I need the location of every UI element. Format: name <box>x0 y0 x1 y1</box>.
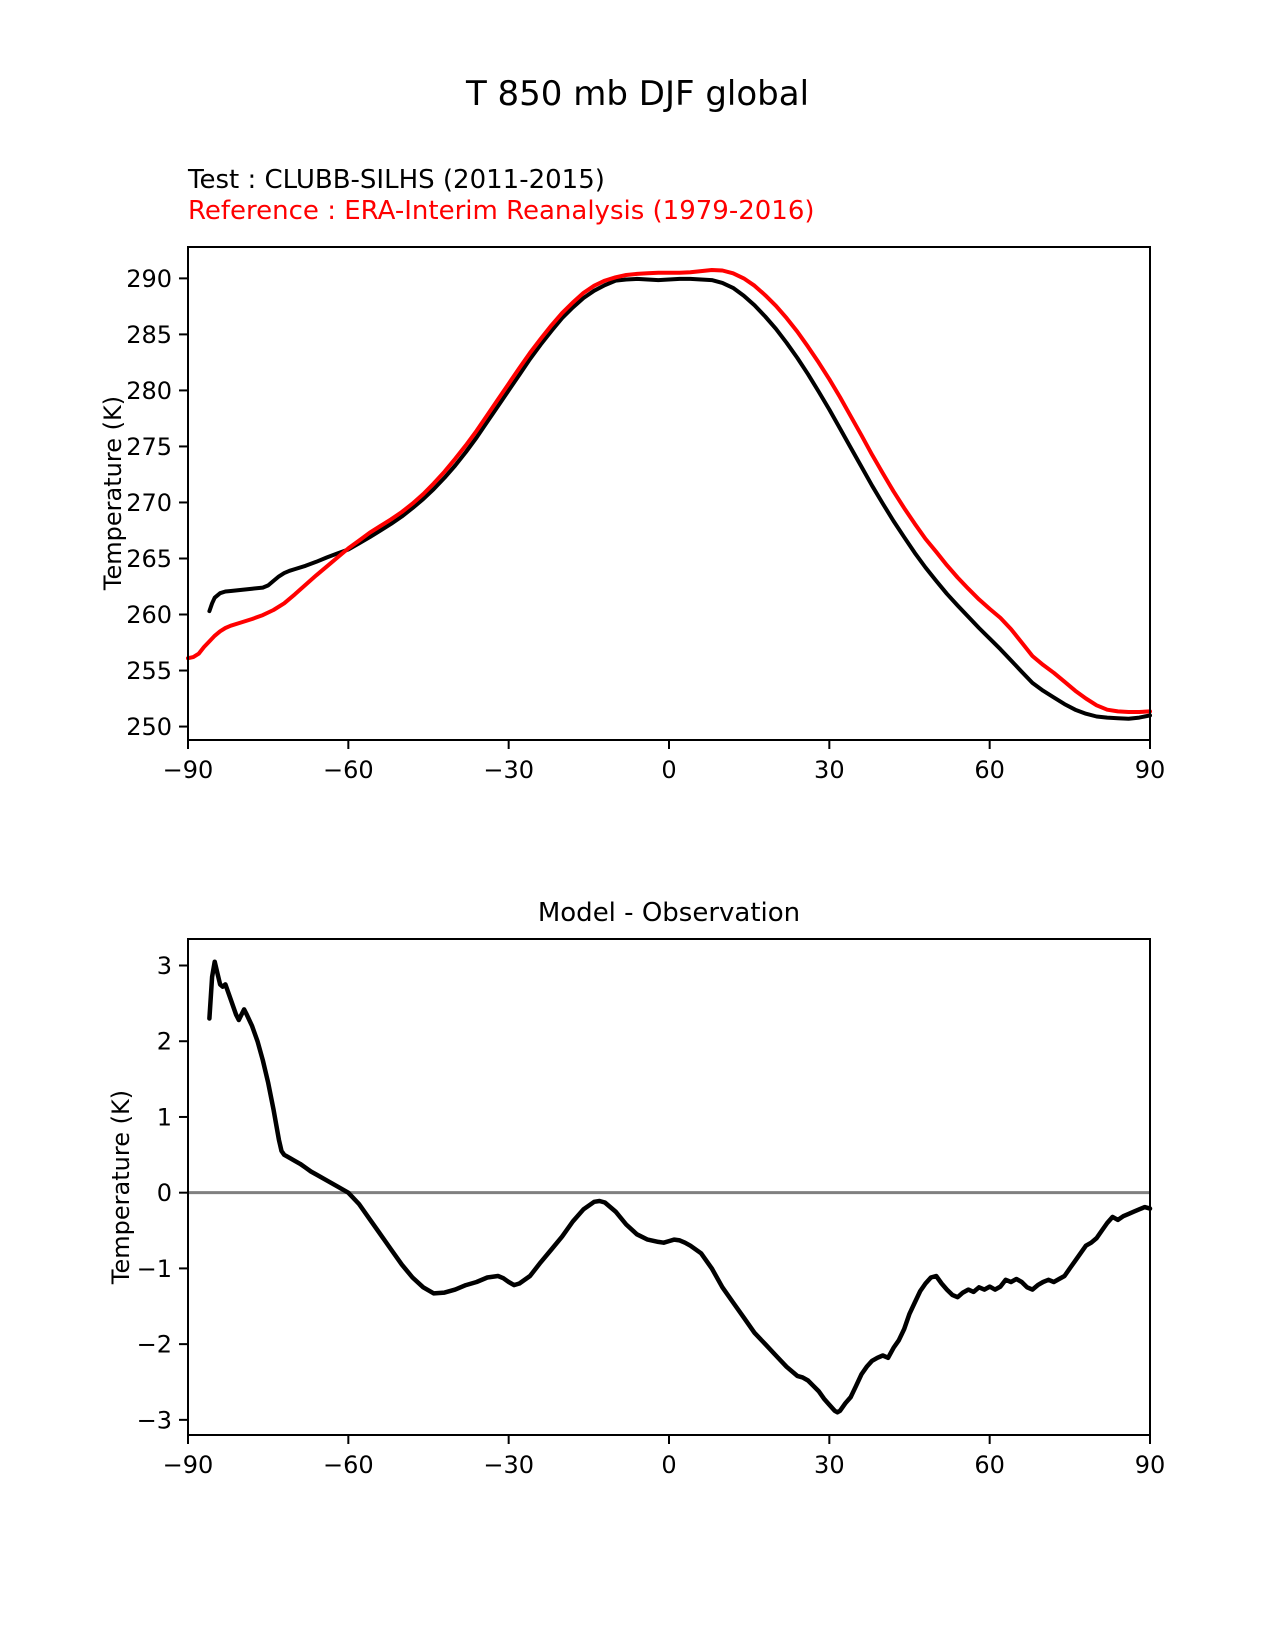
figure-title: T 850 mb DJF global <box>465 74 810 114</box>
bottom-chart-y-axis-label: Temperature (K) <box>107 1089 135 1285</box>
series-line-reference-curve <box>188 270 1150 712</box>
y-tick-label: 3 <box>156 952 172 981</box>
y-tick-label: −3 <box>136 1406 172 1435</box>
y-tick-label: 260 <box>126 601 172 630</box>
x-tick-label: 0 <box>661 1451 677 1479</box>
x-tick-label: 90 <box>1134 1451 1166 1479</box>
x-tick-label: −30 <box>483 756 534 784</box>
top-chart <box>126 247 1165 784</box>
plot-border <box>188 939 1150 1435</box>
y-tick-label: −2 <box>136 1330 172 1359</box>
y-tick-label: 255 <box>126 657 172 686</box>
x-tick-label: 60 <box>974 1451 1005 1479</box>
y-tick-label: 285 <box>126 320 172 349</box>
x-tick-label: −30 <box>483 1451 534 1479</box>
x-tick-label: −60 <box>323 756 374 784</box>
series-line-test-curve <box>209 279 1150 719</box>
x-tick-label: 60 <box>974 756 1005 784</box>
x-tick-label: 90 <box>1134 756 1166 784</box>
x-tick-label: −60 <box>323 1451 374 1479</box>
legend-test-label: Test : CLUBB-SILHS (2011-2015) <box>188 165 605 195</box>
y-tick-label: −1 <box>136 1254 172 1283</box>
series-line-model-minus-obs-curve <box>209 962 1150 1413</box>
y-tick-label: 0 <box>156 1179 172 1208</box>
top-chart-y-axis-label: Temperature (K) <box>99 395 127 591</box>
x-tick-label: 30 <box>814 1451 845 1479</box>
y-tick-label: 290 <box>126 264 172 293</box>
x-tick-label: −90 <box>162 1451 214 1479</box>
y-tick-label: 275 <box>126 432 172 461</box>
x-tick-label: −90 <box>162 756 214 784</box>
y-tick-label: 250 <box>126 713 172 742</box>
plot-border <box>188 247 1150 740</box>
y-tick-label: 270 <box>126 488 172 517</box>
y-tick-label: 265 <box>126 544 172 573</box>
bottom-chart <box>137 939 1166 1479</box>
legend-reference-label: Reference : ERA-Interim Reanalysis (1979-2016) <box>188 196 815 226</box>
y-tick-label: 1 <box>156 1103 172 1132</box>
x-tick-label: 30 <box>814 756 845 784</box>
bottom-chart-title: Model - Observation <box>537 898 801 928</box>
y-tick-label: 2 <box>156 1027 172 1056</box>
y-tick-label: 280 <box>126 376 172 405</box>
x-tick-label: 0 <box>661 756 677 784</box>
